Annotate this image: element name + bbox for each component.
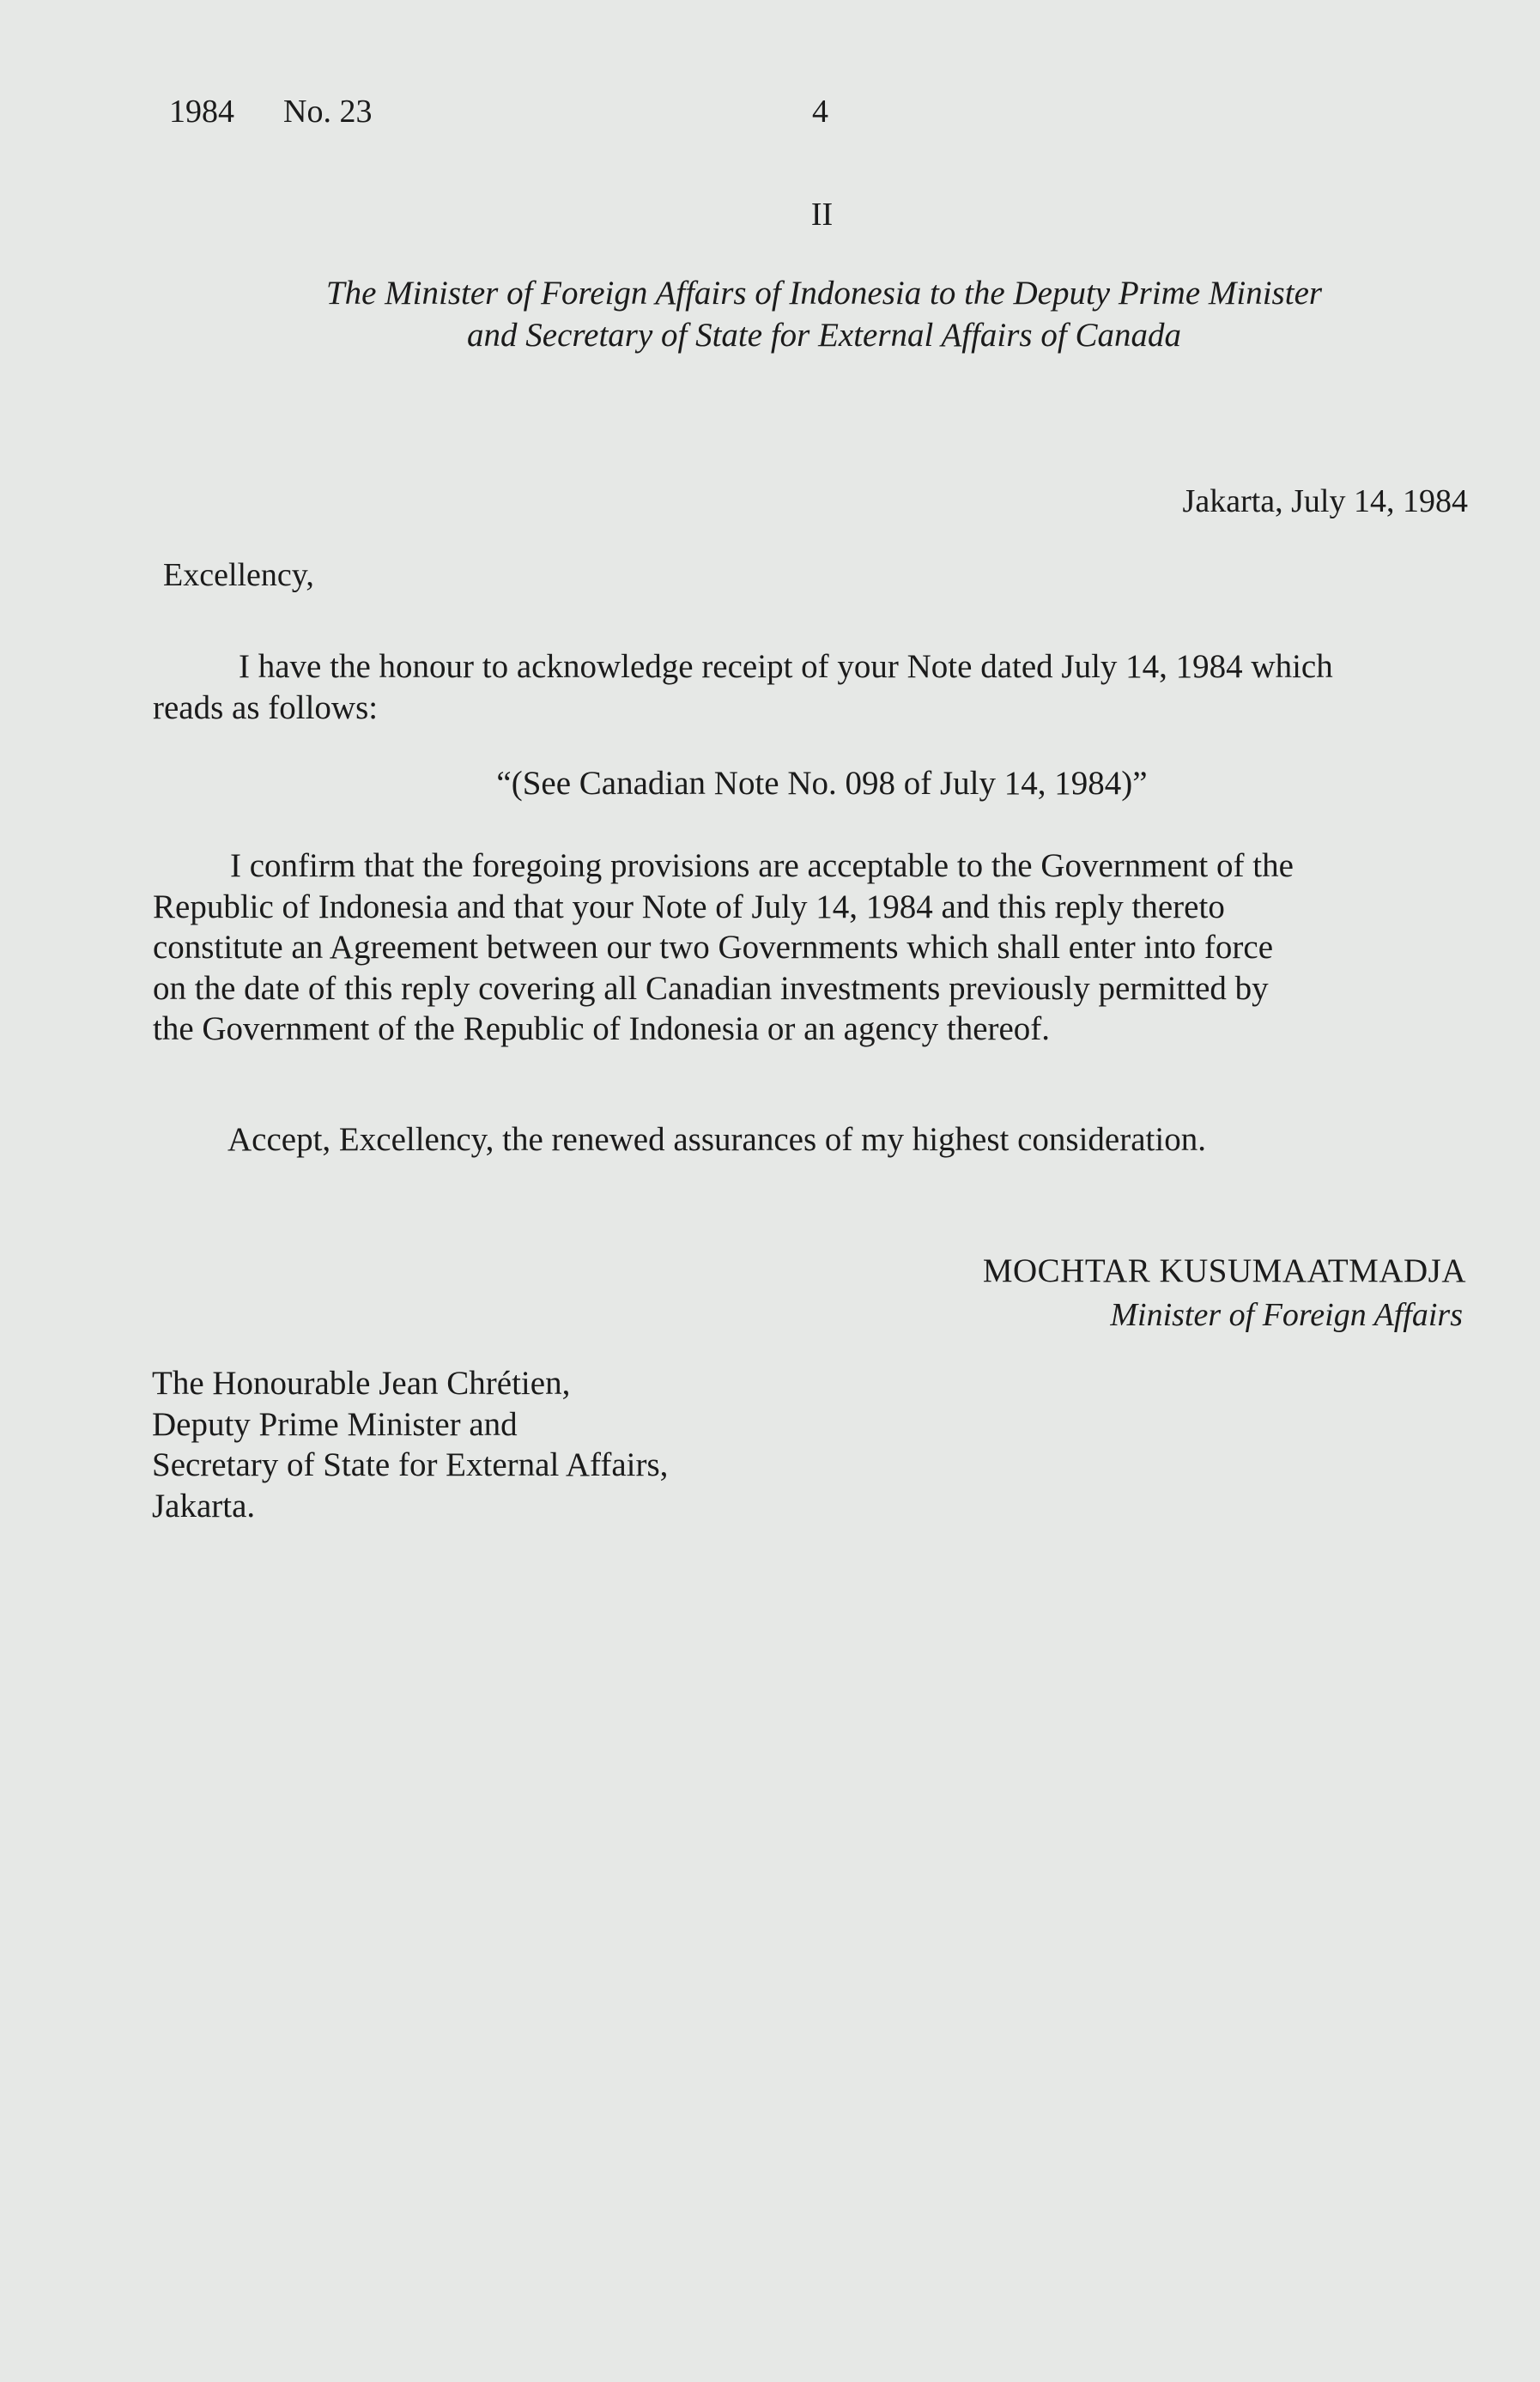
closing-line: Accept, Excellency, the renewed assurances of my highest consideration. (227, 1121, 1206, 1158)
addressee-line: Jakarta. (152, 1487, 256, 1524)
paragraph-line: I have the honour to acknowledge receipt of your Note dated July 14, 1984 which (239, 648, 1333, 685)
paragraph-line: constitute an Agreement between our two Governments which shall enter into force (153, 929, 1274, 967)
letter-heading (197, 273, 1451, 357)
addressee-line: The Honourable Jean Chrétien, (152, 1365, 571, 1402)
quoted-note-reference: “(See Canadian Note No. 098 of July 14, 1984)” (496, 765, 1148, 802)
paragraph-line: on the date of this reply covering all Canadian investments previously permitted by (153, 969, 1269, 1007)
addressee-line: Secretary of State for External Affairs, (152, 1446, 669, 1484)
dateline: Jakarta, July 14, 1984 (1182, 483, 1468, 519)
section-numeral: II (810, 197, 834, 233)
paragraph-confirmation (153, 846, 1470, 1050)
signer-title: Minister of Foreign Affairs (1110, 1297, 1463, 1333)
paragraph-line: the Government of the Republic of Indonesia or an agency thereof. (153, 1010, 1051, 1048)
header-year: 1984 (169, 94, 234, 130)
addressee-block (152, 1363, 668, 1526)
heading-line: and Secretary of State for External Affairs of Canada (467, 316, 1181, 354)
salutation: Excellency, (163, 557, 314, 593)
addressee-line: Deputy Prime Minister and (152, 1405, 518, 1443)
paragraph-line: reads as follows: (153, 688, 379, 726)
paragraph-acknowledgement (153, 646, 1470, 728)
paragraph-line: Republic of Indonesia and that your Note of July 14, 1984 and this reply thereto (153, 888, 1225, 925)
heading-line: The Minister of Foreign Affairs of Indonesia to the Deputy Prime Minister (325, 275, 1323, 312)
header-number: No. 23 (283, 94, 373, 130)
paragraph-line: I confirm that the foregoing provisions are acceptable to the Government of the (230, 847, 1294, 884)
signer-name: MOCHTAR KUSUMAATMADJA (982, 1252, 1466, 1289)
page-number: 4 (812, 94, 828, 130)
